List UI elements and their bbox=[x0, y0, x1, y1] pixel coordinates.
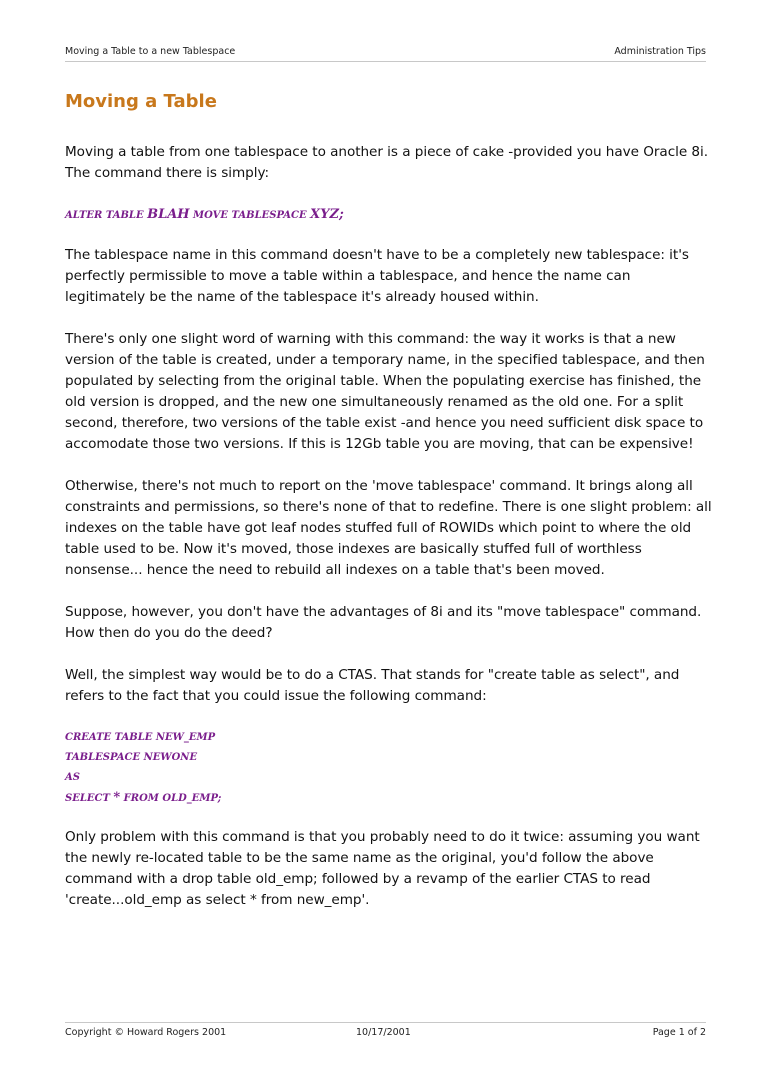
footer-date: 10/17/2001 bbox=[356, 1027, 411, 1038]
paragraph-intro: Moving a table from one tablespace to another is a piece of cake -provided you have Oracle 8i. The command there is simply: bbox=[65, 144, 709, 181]
page-content bbox=[65, 88, 712, 932]
code-ctas bbox=[65, 728, 712, 808]
code-table-name: BLAH bbox=[147, 207, 190, 222]
header-section-label: Administration Tips bbox=[614, 46, 706, 57]
code-tablespace-name: XYZ; bbox=[310, 207, 344, 222]
paragraph-indexes: Otherwise, there's not much to report on the 'move tablespace' command. It brings along all constraints and permissions, so there's none of that to redefine. There is one slight problem: all indexes on the table have got leaf nodes stuffed full of ROWIDs which point to where the old table used to be. Now it's moved, those indexes are basically stuffed full of worthless nonsense... hence the need to rebuild all indexes on a table that's been moved. bbox=[65, 478, 712, 578]
header-document-title: Moving a Table to a new Tablespace bbox=[65, 46, 236, 57]
code-line: CREATE TABLE NEW_EMP bbox=[65, 732, 216, 743]
code-keyword: ALTER TABLE bbox=[65, 210, 148, 221]
paragraph-without-8i: Suppose, however, you don't have the advantages of 8i and its "move tablespace" command. How then do you do the deed? bbox=[65, 604, 702, 641]
page-footer bbox=[65, 1022, 706, 1043]
paragraph-tablespace-name: The tablespace name in this command doesn't have to be a completely new tablespace: it's perfectly permissible to move a table within a tablespace, and hence the name can legitimately be the name of the tablespace it's already housed within. bbox=[65, 247, 689, 305]
code-line: AS bbox=[65, 772, 80, 783]
page-header bbox=[65, 44, 706, 62]
code-asterisk: * bbox=[113, 790, 121, 805]
code-keyword: SELECT bbox=[65, 793, 114, 804]
section-heading: Moving a Table bbox=[65, 91, 217, 112]
paragraph-warning: There's only one slight word of warning with this command: the way it works is that a new version of the table is created, under a temporary name, in the specified tablespace, and then populated by selecting from the original table. When the populating exercise has finished, the old version is dropped, and the new one simultaneously renamed as the old one. For a split second, therefore, two versions of the table exist -and hence you need sufficient disk space to accomodate those two versions. If this is 12Gb table you are moving, that can be expensive! bbox=[65, 331, 705, 452]
code-line: TABLESPACE NEWONE bbox=[65, 752, 198, 763]
paragraph-ctas: Well, the simplest way would be to do a CTAS. That stands for "create table as select", and refers to the fact that you could issue the following command: bbox=[65, 667, 680, 704]
paragraph-conclusion: Only problem with this command is that you probably need to do it twice: assuming you want the newly re-located table to be the same name as the original, you'd follow the above command with a drop table old_emp; followed by a revamp of the earlier CTAS to read 'create...old_emp as select * from new_emp'. bbox=[65, 829, 700, 908]
code-line bbox=[65, 788, 712, 808]
code-keyword: FROM OLD_EMP; bbox=[120, 793, 222, 804]
footer-page-number: Page 1 of 2 bbox=[652, 1027, 706, 1038]
footer-copyright: Copyright © Howard Rogers 2001 bbox=[65, 1027, 227, 1038]
code-keyword: MOVE TABLESPACE bbox=[189, 210, 311, 221]
code-alter-table bbox=[65, 205, 712, 226]
